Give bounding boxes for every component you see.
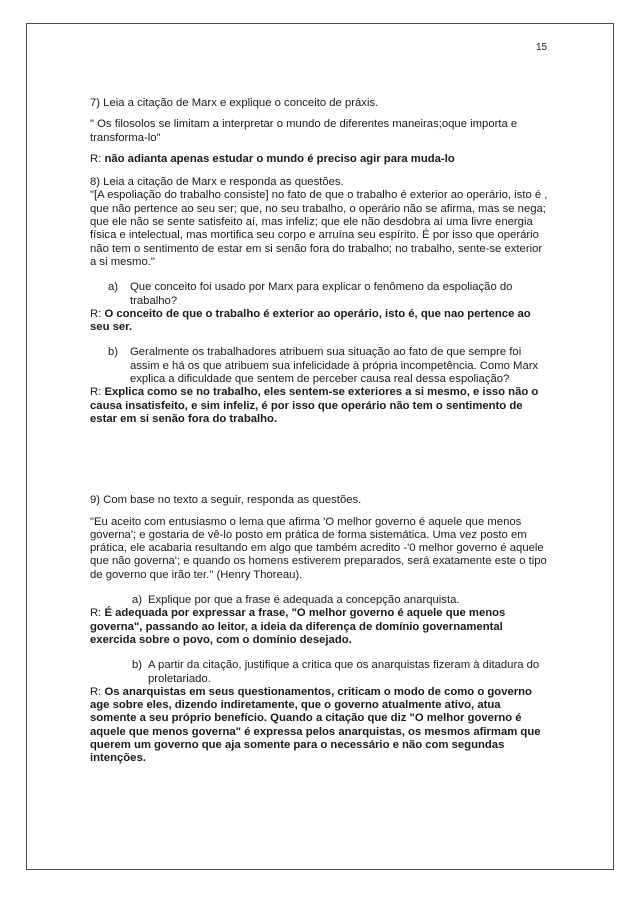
answer-label: R: <box>90 685 102 698</box>
sub-question-text: Explique por que a frase é adequada a concepção anarquista. <box>148 594 460 607</box>
question-9-quote: "Eu aceito com entusiasmo o lema que afirma 'O melhor governo é aquele que menos governa'; e gostaria de vê-lo posto em prática de forma sistemática. Uma vez posto em prática, ele acabaria resultando em algo que também acredito -'0 melhor governo é aquele que não governa'; e quando os homens estiverem preparados, será exatamente este o tipo de governo que irão ter." (Henry Thoreau). <box>90 515 547 581</box>
question-7-answer <box>90 153 550 166</box>
spacer <box>90 436 550 494</box>
answer-text: É adequada por expressar a frase, "O melhor governo é aquele que menos governa", passando ao leitor, a ideia da diferença de domínio governamental exercida sobre o povo, com o domínio desejado. <box>90 607 506 646</box>
answer-label: R: <box>90 386 102 399</box>
sub-question-text: Que conceito foi usado por Marx para explicar o fenômeno da espoliação do trabalho? <box>130 281 513 307</box>
sub-marker: b) <box>132 659 143 672</box>
answer-label: R: <box>90 152 102 165</box>
question-8-quote: "[A espoliação do trabalho consiste] no fato de que o trabalho é exterior ao operário, isto é , que não pertence ao seu ser; que, no seu trabalho, o operário não se afirma, mas se nega; que ele não se sente satisfeito aí, mas infeliz; que ele não desdobra aí uma livre energia física e intelectual, mas mortifica seu corpo e arruína seu espírito. É por isso que operário não tem o sentimento de estar em si senão fora do trabalho; no trabalho, sente-se exterior a si mesmo." <box>90 189 548 268</box>
question-8b-answer <box>90 386 550 426</box>
sub-question-text: A partir da citação, justifique a critica que os anarquistas fizeram à ditadura do proletariado. <box>148 659 540 685</box>
answer-text: não adianta apenas estudar o mundo é preciso agir para muda-lo <box>101 152 455 165</box>
answer-label: R: <box>90 307 102 320</box>
sub-question-text: Geralmente os trabalhadores atribuem sua situação ao fato de que sempre foi assim e há os que atribuem sua infelicidade à própria incompetência. Como Marx explica a dificuldade que sentem de perceber causa real dessa espoliação? <box>130 346 539 386</box>
answer-text: O conceito de que o trabalho é exterior ao operário, isto é, que nao pertence ao seu ser. <box>90 307 531 334</box>
question-7: 7) Leia a citação de Marx e explique o conceito de práxis. <box>90 97 379 109</box>
question-8a <box>90 281 550 308</box>
document-body <box>90 97 550 776</box>
sub-marker: a) <box>132 594 143 607</box>
question-9a-answer <box>90 607 550 647</box>
question-8b <box>90 346 550 386</box>
question-9b-answer <box>90 686 550 766</box>
sub-marker: a) <box>108 281 119 294</box>
answer-label: R: <box>90 607 102 620</box>
sub-marker: b) <box>108 346 119 359</box>
answer-text: Os anarquistas em seus questionamentos, criticam o modo de como o governo age sobre eles, dizendo indiretamente, que o governo atualmente ativo, atua somente a seu próprio benefício. Quando a citação que diz "O melhor governo é aquele que menos governa" é expressa pelos anarquistas, os mesmos afirmam que querem um governo que aja somente para o necessário e não com segundas intenções. <box>90 685 541 765</box>
question-9: 9) Com base no texto a seguir, responda as questões. <box>90 494 362 507</box>
question-8: 8) Leia a citação de Marx e responda as questões. <box>90 176 344 189</box>
question-8a-answer <box>90 308 550 335</box>
question-7-quote: " Os filosolos se limitam a interpretar o mundo de diferentes maneiras;oque importa e transforma-lo" <box>90 118 518 144</box>
page-number: 15 <box>536 42 548 53</box>
answer-text: Explica como se no trabalho, eles sentem-se exteriores a si mesmo, e isso não o causa insatisfeito, e sim infeliz, é por isso que operário não tem o sentimento de estar em si senão fora do trabalho. <box>90 386 539 425</box>
question-9a <box>90 594 550 607</box>
question-9b <box>90 659 550 686</box>
